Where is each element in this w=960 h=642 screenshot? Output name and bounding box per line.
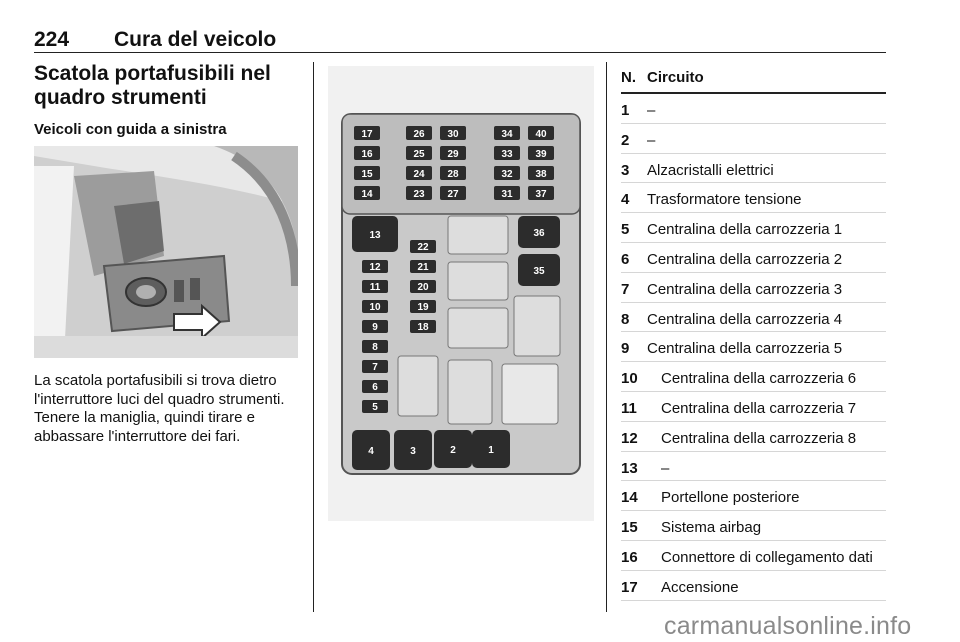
row-circuit: –: [661, 459, 670, 477]
row-circuit: Centralina della carrozzeria 6: [661, 370, 857, 388]
fuse-label-37: 37: [535, 189, 547, 200]
dashboard-photo: [34, 146, 298, 358]
fuse-label-25: 25: [413, 149, 425, 160]
fuse-label-34: 34: [501, 129, 513, 140]
relay-label-2: 2: [450, 445, 456, 456]
fuse-label-15: 15: [361, 169, 373, 180]
fuse-box-diagram: [328, 66, 594, 521]
fuse-label-12: 12: [369, 262, 381, 273]
table-row: [621, 452, 886, 482]
fuse-label-18: 18: [417, 322, 429, 333]
row-circuit: Centralina della carrozzeria 3: [647, 280, 843, 298]
table-row: [621, 213, 886, 243]
fuse-label-5: 5: [372, 402, 378, 413]
table-row: [621, 124, 886, 154]
fuse-label-29: 29: [447, 149, 459, 160]
fuse-label-33: 33: [501, 149, 513, 160]
row-number: 13: [621, 459, 638, 477]
row-number: 3: [621, 161, 630, 179]
relay-label-4: 4: [368, 446, 374, 457]
header-number: N.: [621, 69, 636, 86]
fuse-label-22: 22: [417, 242, 429, 253]
fuse-label-30: 30: [447, 129, 459, 140]
fuse-label-27: 27: [447, 189, 459, 200]
table-row: [621, 243, 886, 273]
row-circuit: –: [647, 102, 656, 119]
fuse-label-17: 17: [361, 129, 373, 140]
fuse-label-28: 28: [447, 169, 459, 180]
fuse-label-26: 26: [413, 129, 425, 140]
table-row: [621, 392, 886, 422]
table-row: [621, 422, 886, 452]
row-circuit: Centralina della carrozzeria 8: [661, 429, 857, 447]
row-number: 16: [621, 548, 638, 566]
header-circuit: Circuito: [647, 69, 704, 86]
relay-label-13: 13: [369, 230, 381, 241]
row-circuit: Centralina della carrozzeria 1: [647, 221, 843, 239]
row-number: 10: [621, 370, 638, 388]
fuse-label-9: 9: [372, 322, 378, 333]
fuse-label-7: 7: [372, 362, 378, 373]
fuse-label-24: 24: [413, 169, 425, 180]
chapter-title: Cura del veicolo: [114, 28, 277, 51]
fuse-label-21: 21: [417, 262, 429, 273]
column-divider-right: [606, 62, 607, 612]
fuse-label-39: 39: [535, 149, 547, 160]
row-circuit: Centralina della carrozzeria 2: [647, 250, 843, 268]
row-circuit: –: [647, 131, 656, 149]
row-circuit: Accensione: [661, 578, 739, 596]
row-circuit: Centralina della carrozzeria 4: [647, 310, 843, 328]
table-row: [621, 541, 886, 571]
row-number: 8: [621, 310, 630, 328]
fuse-label-19: 19: [417, 302, 429, 313]
column-divider-left: [313, 62, 314, 612]
page-number: 224: [34, 28, 70, 51]
header-rule: [34, 52, 886, 53]
relay-label-35: 35: [533, 266, 545, 277]
row-number: 2: [621, 131, 630, 149]
row-number: 1: [621, 102, 630, 119]
table-row: [621, 511, 886, 541]
row-circuit: Alzacristalli elettrici: [647, 161, 774, 179]
table-row: [621, 332, 886, 362]
section-title: Scatola portafusibili nel quadro strumenti: [34, 62, 271, 109]
table-row: [621, 362, 886, 392]
table-row: [621, 481, 886, 511]
table-row: [621, 273, 886, 303]
fuse-label-11: 11: [369, 282, 381, 293]
row-number: 5: [621, 221, 630, 239]
row-number: 4: [621, 191, 630, 209]
fuse-label-6: 6: [372, 382, 378, 393]
row-number: 12: [621, 429, 638, 447]
watermark: carmanualsonline.info: [664, 612, 912, 640]
fuse-label-40: 40: [535, 129, 547, 140]
fuse-label-10: 10: [369, 302, 381, 313]
relay-label-3: 3: [410, 446, 416, 457]
row-number: 14: [621, 489, 638, 507]
row-number: 15: [621, 519, 638, 537]
row-circuit: Centralina della carrozzeria 5: [647, 340, 843, 358]
instruction-paragraph: La scatola portafusibili si trova dietro l'interruttore luci del quadro strumenti. Tenere la maniglia, quindi tirare e abbassare l'interruttore dei fari.: [34, 372, 285, 445]
row-number: 17: [621, 578, 638, 596]
section-subtitle: Veicoli con guida a sinistra: [34, 121, 227, 138]
row-circuit: Connettore di collegamento dati: [661, 548, 873, 566]
row-number: 11: [621, 399, 637, 417]
fuse-label-31: 31: [501, 189, 513, 200]
fuse-label-16: 16: [361, 149, 373, 160]
fuse-label-14: 14: [361, 189, 373, 200]
row-circuit: Trasformatore tensione: [647, 191, 802, 209]
table-row: [621, 183, 886, 213]
table-header: [621, 66, 886, 94]
fuse-label-23: 23: [413, 189, 425, 200]
fuse-label-32: 32: [501, 169, 513, 180]
fuse-label-38: 38: [535, 169, 547, 180]
row-number: 7: [621, 280, 630, 298]
relay-label-1: 1: [488, 445, 494, 456]
row-number: 6: [621, 250, 630, 268]
row-circuit: Portellone posteriore: [661, 489, 800, 507]
row-number: 9: [621, 340, 630, 358]
relay-label-36: 36: [533, 228, 545, 239]
fuse-label-8: 8: [372, 342, 378, 353]
table-row: [621, 154, 886, 184]
row-circuit: Centralina della carrozzeria 7: [661, 399, 857, 417]
table-row: [621, 303, 886, 333]
table-row: [621, 94, 886, 124]
circuit-table: [621, 66, 886, 601]
table-row: [621, 571, 886, 601]
page-header: [34, 28, 886, 52]
row-circuit: Sistema airbag: [661, 519, 762, 537]
fuse-label-20: 20: [417, 282, 429, 293]
